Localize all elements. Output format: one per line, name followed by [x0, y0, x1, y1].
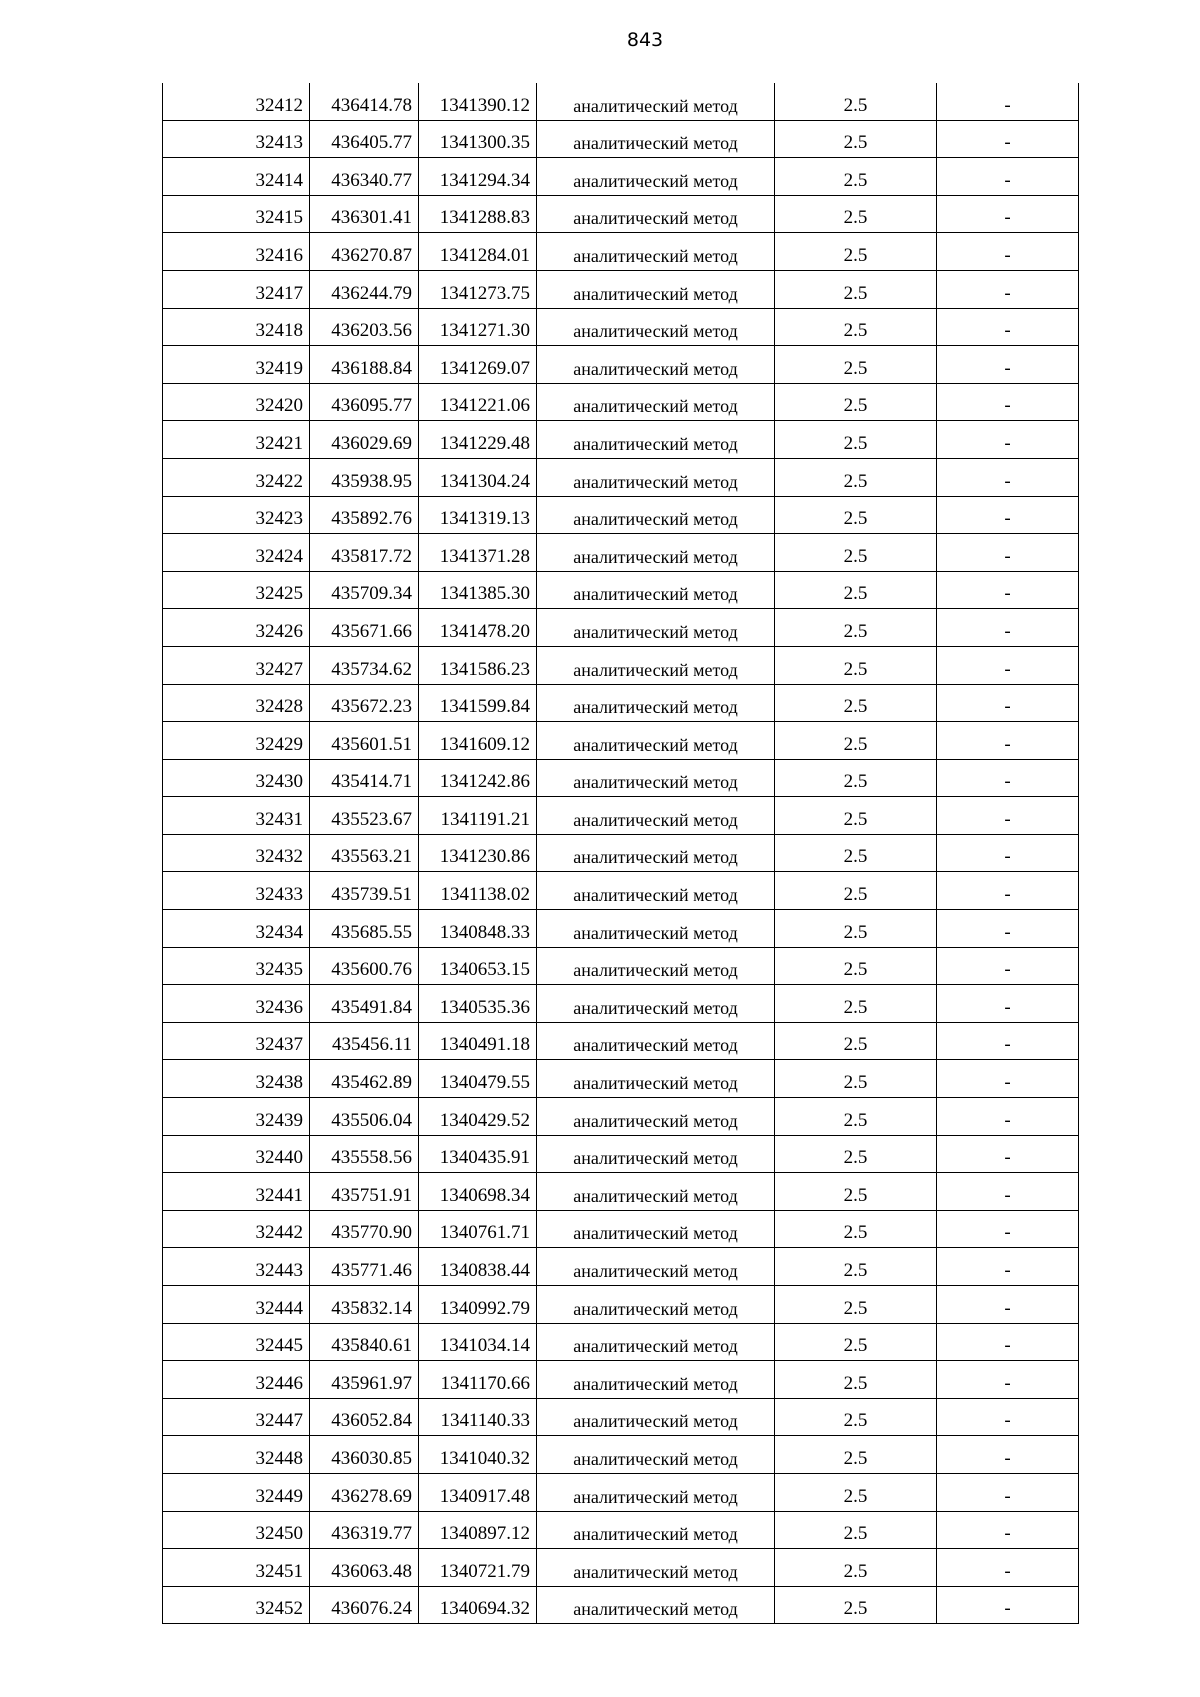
y-coordinate-cell: 1341269.07	[419, 346, 537, 384]
method-cell: аналитический метод	[537, 346, 775, 384]
note-cell: -	[937, 120, 1079, 158]
method-cell: аналитический метод	[537, 496, 775, 534]
table-row	[163, 233, 1079, 271]
note-cell: -	[937, 1098, 1079, 1136]
y-coordinate-cell: 1341586.23	[419, 646, 537, 684]
note-cell: -	[937, 1323, 1079, 1361]
y-coordinate-cell: 1340535.36	[419, 985, 537, 1023]
method-cell: аналитический метод	[537, 1511, 775, 1549]
note-cell: -	[937, 233, 1079, 271]
method-cell: аналитический метод	[537, 571, 775, 609]
method-cell: аналитический метод	[537, 1473, 775, 1511]
x-coordinate-cell: 436188.84	[310, 346, 419, 384]
y-coordinate-cell: 1341304.24	[419, 458, 537, 496]
y-coordinate-cell: 1340897.12	[419, 1511, 537, 1549]
note-cell: -	[937, 1060, 1079, 1098]
method-cell: аналитический метод	[537, 195, 775, 233]
x-coordinate-cell: 435709.34	[310, 571, 419, 609]
point-number-cell: 32428	[163, 684, 310, 722]
method-cell: аналитический метод	[537, 383, 775, 421]
point-number-cell: 32417	[163, 270, 310, 308]
note-cell: -	[937, 346, 1079, 384]
table-row	[163, 1436, 1079, 1474]
y-coordinate-cell: 1340992.79	[419, 1286, 537, 1324]
x-coordinate-cell: 435832.14	[310, 1286, 419, 1324]
x-coordinate-cell: 435770.90	[310, 1210, 419, 1248]
accuracy-cell: 2.5	[775, 872, 937, 910]
point-number-cell: 32440	[163, 1135, 310, 1173]
table-row	[163, 83, 1079, 120]
accuracy-cell: 2.5	[775, 233, 937, 271]
x-coordinate-cell: 435892.76	[310, 496, 419, 534]
point-number-cell: 32439	[163, 1098, 310, 1136]
page-number: 843	[626, 29, 664, 51]
y-coordinate-cell: 1340653.15	[419, 947, 537, 985]
y-coordinate-cell: 1340435.91	[419, 1135, 537, 1173]
point-number-cell: 32418	[163, 308, 310, 346]
accuracy-cell: 2.5	[775, 985, 937, 1023]
accuracy-cell: 2.5	[775, 571, 937, 609]
x-coordinate-cell: 435672.23	[310, 684, 419, 722]
method-cell: аналитический метод	[537, 609, 775, 647]
accuracy-cell: 2.5	[775, 910, 937, 948]
note-cell: -	[937, 1173, 1079, 1211]
y-coordinate-cell: 1341294.34	[419, 158, 537, 196]
x-coordinate-cell: 436095.77	[310, 383, 419, 421]
method-cell: аналитический метод	[537, 834, 775, 872]
note-cell: -	[937, 947, 1079, 985]
table-row	[163, 646, 1079, 684]
y-coordinate-cell: 1340429.52	[419, 1098, 537, 1136]
x-coordinate-cell: 435462.89	[310, 1060, 419, 1098]
point-number-cell: 32420	[163, 383, 310, 421]
table-row	[163, 496, 1079, 534]
table-row	[163, 1549, 1079, 1587]
table-row	[163, 120, 1079, 158]
method-cell: аналитический метод	[537, 120, 775, 158]
x-coordinate-cell: 435751.91	[310, 1173, 419, 1211]
point-number-cell: 32442	[163, 1210, 310, 1248]
table-row	[163, 158, 1079, 196]
note-cell: -	[937, 308, 1079, 346]
point-number-cell: 32430	[163, 759, 310, 797]
x-coordinate-cell: 435840.61	[310, 1323, 419, 1361]
table-row	[163, 910, 1079, 948]
accuracy-cell: 2.5	[775, 383, 937, 421]
accuracy-cell: 2.5	[775, 1323, 937, 1361]
y-coordinate-cell: 1341609.12	[419, 722, 537, 760]
y-coordinate-cell: 1341300.35	[419, 120, 537, 158]
point-number-cell: 32429	[163, 722, 310, 760]
note-cell: -	[937, 1248, 1079, 1286]
x-coordinate-cell: 436076.24	[310, 1586, 419, 1624]
note-cell: -	[937, 609, 1079, 647]
x-coordinate-cell: 435563.21	[310, 834, 419, 872]
y-coordinate-cell: 1341288.83	[419, 195, 537, 233]
accuracy-cell: 2.5	[775, 458, 937, 496]
method-cell: аналитический метод	[537, 1022, 775, 1060]
y-coordinate-cell: 1340721.79	[419, 1549, 537, 1587]
y-coordinate-cell: 1341242.86	[419, 759, 537, 797]
x-coordinate-cell: 436052.84	[310, 1398, 419, 1436]
accuracy-cell: 2.5	[775, 759, 937, 797]
note-cell: -	[937, 910, 1079, 948]
note-cell: -	[937, 1210, 1079, 1248]
point-number-cell: 32446	[163, 1361, 310, 1399]
method-cell: аналитический метод	[537, 1210, 775, 1248]
note-cell: -	[937, 1586, 1079, 1624]
accuracy-cell: 2.5	[775, 308, 937, 346]
y-coordinate-cell: 1340838.44	[419, 1248, 537, 1286]
accuracy-cell: 2.5	[775, 1361, 937, 1399]
table-row	[163, 195, 1079, 233]
x-coordinate-cell: 436203.56	[310, 308, 419, 346]
x-coordinate-cell: 435671.66	[310, 609, 419, 647]
note-cell: -	[937, 759, 1079, 797]
y-coordinate-cell: 1340698.34	[419, 1173, 537, 1211]
accuracy-cell: 2.5	[775, 609, 937, 647]
y-coordinate-cell: 1341140.33	[419, 1398, 537, 1436]
point-number-cell: 32433	[163, 872, 310, 910]
y-coordinate-cell: 1341138.02	[419, 872, 537, 910]
accuracy-cell: 2.5	[775, 496, 937, 534]
x-coordinate-cell: 436244.79	[310, 270, 419, 308]
method-cell: аналитический метод	[537, 1549, 775, 1587]
accuracy-cell: 2.5	[775, 1436, 937, 1474]
point-number-cell: 32444	[163, 1286, 310, 1324]
point-number-cell: 32437	[163, 1022, 310, 1060]
note-cell: -	[937, 383, 1079, 421]
table-row	[163, 947, 1079, 985]
table-row	[163, 458, 1079, 496]
table-row	[163, 270, 1079, 308]
point-number-cell: 32451	[163, 1549, 310, 1587]
note-cell: -	[937, 1286, 1079, 1324]
x-coordinate-cell: 435739.51	[310, 872, 419, 910]
x-coordinate-cell: 435601.51	[310, 722, 419, 760]
method-cell: аналитический метод	[537, 308, 775, 346]
accuracy-cell: 2.5	[775, 1398, 937, 1436]
table-row	[163, 609, 1079, 647]
method-cell: аналитический метод	[537, 233, 775, 271]
note-cell: -	[937, 872, 1079, 910]
method-cell: аналитический метод	[537, 1586, 775, 1624]
accuracy-cell: 2.5	[775, 1586, 937, 1624]
y-coordinate-cell: 1341599.84	[419, 684, 537, 722]
y-coordinate-cell: 1340848.33	[419, 910, 537, 948]
y-coordinate-cell: 1341191.21	[419, 797, 537, 835]
table-row	[163, 1323, 1079, 1361]
table-row	[163, 571, 1079, 609]
method-cell: аналитический метод	[537, 1098, 775, 1136]
table-row	[163, 872, 1079, 910]
method-cell: аналитический метод	[537, 646, 775, 684]
accuracy-cell: 2.5	[775, 158, 937, 196]
method-cell: аналитический метод	[537, 1135, 775, 1173]
point-number-cell: 32441	[163, 1173, 310, 1211]
x-coordinate-cell: 436319.77	[310, 1511, 419, 1549]
table-row	[163, 534, 1079, 572]
note-cell: -	[937, 195, 1079, 233]
x-coordinate-cell: 435600.76	[310, 947, 419, 985]
note-cell: -	[937, 270, 1079, 308]
point-number-cell: 32423	[163, 496, 310, 534]
method-cell: аналитический метод	[537, 158, 775, 196]
method-cell: аналитический метод	[537, 985, 775, 1023]
note-cell: -	[937, 458, 1079, 496]
point-number-cell: 32432	[163, 834, 310, 872]
point-number-cell: 32427	[163, 646, 310, 684]
x-coordinate-cell: 436301.41	[310, 195, 419, 233]
table-row	[163, 1173, 1079, 1211]
x-coordinate-cell: 435558.56	[310, 1135, 419, 1173]
table-row	[163, 985, 1079, 1023]
accuracy-cell: 2.5	[775, 534, 937, 572]
note-cell: -	[937, 1398, 1079, 1436]
accuracy-cell: 2.5	[775, 1511, 937, 1549]
table-row	[163, 1060, 1079, 1098]
accuracy-cell: 2.5	[775, 834, 937, 872]
point-number-cell: 32450	[163, 1511, 310, 1549]
table-row	[163, 1398, 1079, 1436]
accuracy-cell: 2.5	[775, 1549, 937, 1587]
table-row	[163, 421, 1079, 459]
y-coordinate-cell: 1340479.55	[419, 1060, 537, 1098]
method-cell: аналитический метод	[537, 458, 775, 496]
y-coordinate-cell: 1341229.48	[419, 421, 537, 459]
x-coordinate-cell: 436340.77	[310, 158, 419, 196]
table-row	[163, 797, 1079, 835]
point-number-cell: 32438	[163, 1060, 310, 1098]
x-coordinate-cell: 436029.69	[310, 421, 419, 459]
accuracy-cell: 2.5	[775, 270, 937, 308]
table-row	[163, 759, 1079, 797]
accuracy-cell: 2.5	[775, 346, 937, 384]
point-number-cell: 32422	[163, 458, 310, 496]
note-cell: -	[937, 158, 1079, 196]
method-cell: аналитический метод	[537, 1286, 775, 1324]
table-row	[163, 722, 1079, 760]
accuracy-cell: 2.5	[775, 1022, 937, 1060]
x-coordinate-cell: 435491.84	[310, 985, 419, 1023]
table-row	[163, 383, 1079, 421]
method-cell: аналитический метод	[537, 684, 775, 722]
accuracy-cell: 2.5	[775, 684, 937, 722]
accuracy-cell: 2.5	[775, 83, 937, 120]
x-coordinate-cell: 435456.11	[310, 1022, 419, 1060]
note-cell: -	[937, 496, 1079, 534]
accuracy-cell: 2.5	[775, 1473, 937, 1511]
method-cell: аналитический метод	[537, 83, 775, 120]
y-coordinate-cell: 1341390.12	[419, 83, 537, 120]
x-coordinate-cell: 436030.85	[310, 1436, 419, 1474]
x-coordinate-cell: 435506.04	[310, 1098, 419, 1136]
x-coordinate-cell: 436270.87	[310, 233, 419, 271]
point-number-cell: 32452	[163, 1586, 310, 1624]
table-row	[163, 1210, 1079, 1248]
table-row	[163, 1586, 1079, 1624]
accuracy-cell: 2.5	[775, 421, 937, 459]
table-row	[163, 346, 1079, 384]
point-number-cell: 32434	[163, 910, 310, 948]
x-coordinate-cell: 435734.62	[310, 646, 419, 684]
accuracy-cell: 2.5	[775, 947, 937, 985]
note-cell: -	[937, 1473, 1079, 1511]
note-cell: -	[937, 722, 1079, 760]
method-cell: аналитический метод	[537, 1436, 775, 1474]
table-row	[163, 308, 1079, 346]
method-cell: аналитический метод	[537, 534, 775, 572]
coordinates-table-body	[163, 83, 1079, 1624]
method-cell: аналитический метод	[537, 1173, 775, 1211]
note-cell: -	[937, 1436, 1079, 1474]
x-coordinate-cell: 435685.55	[310, 910, 419, 948]
point-number-cell: 32419	[163, 346, 310, 384]
point-number-cell: 32448	[163, 1436, 310, 1474]
point-number-cell: 32412	[163, 83, 310, 120]
point-number-cell: 32449	[163, 1473, 310, 1511]
note-cell: -	[937, 83, 1079, 120]
accuracy-cell: 2.5	[775, 1248, 937, 1286]
coordinates-table	[162, 83, 1079, 1624]
y-coordinate-cell: 1340694.32	[419, 1586, 537, 1624]
y-coordinate-cell: 1340761.71	[419, 1210, 537, 1248]
x-coordinate-cell: 435771.46	[310, 1248, 419, 1286]
accuracy-cell: 2.5	[775, 1286, 937, 1324]
x-coordinate-cell: 436063.48	[310, 1549, 419, 1587]
point-number-cell: 32426	[163, 609, 310, 647]
y-coordinate-cell: 1341221.06	[419, 383, 537, 421]
x-coordinate-cell: 435414.71	[310, 759, 419, 797]
accuracy-cell: 2.5	[775, 1060, 937, 1098]
note-cell: -	[937, 571, 1079, 609]
accuracy-cell: 2.5	[775, 1135, 937, 1173]
note-cell: -	[937, 1135, 1079, 1173]
table-row	[163, 1511, 1079, 1549]
table-row	[163, 1473, 1079, 1511]
y-coordinate-cell: 1341371.28	[419, 534, 537, 572]
method-cell: аналитический метод	[537, 1248, 775, 1286]
note-cell: -	[937, 684, 1079, 722]
accuracy-cell: 2.5	[775, 1173, 937, 1211]
method-cell: аналитический метод	[537, 872, 775, 910]
point-number-cell: 32413	[163, 120, 310, 158]
method-cell: аналитический метод	[537, 270, 775, 308]
y-coordinate-cell: 1340491.18	[419, 1022, 537, 1060]
method-cell: аналитический метод	[537, 1323, 775, 1361]
note-cell: -	[937, 985, 1079, 1023]
table-row	[163, 834, 1079, 872]
y-coordinate-cell: 1341284.01	[419, 233, 537, 271]
accuracy-cell: 2.5	[775, 1210, 937, 1248]
accuracy-cell: 2.5	[775, 1098, 937, 1136]
note-cell: -	[937, 1511, 1079, 1549]
y-coordinate-cell: 1341478.20	[419, 609, 537, 647]
point-number-cell: 32435	[163, 947, 310, 985]
note-cell: -	[937, 834, 1079, 872]
y-coordinate-cell: 1341040.32	[419, 1436, 537, 1474]
table-row	[163, 1022, 1079, 1060]
x-coordinate-cell: 435961.97	[310, 1361, 419, 1399]
accuracy-cell: 2.5	[775, 797, 937, 835]
y-coordinate-cell: 1340917.48	[419, 1473, 537, 1511]
y-coordinate-cell: 1341271.30	[419, 308, 537, 346]
accuracy-cell: 2.5	[775, 195, 937, 233]
point-number-cell: 32414	[163, 158, 310, 196]
y-coordinate-cell: 1341170.66	[419, 1361, 537, 1399]
y-coordinate-cell: 1341385.30	[419, 571, 537, 609]
note-cell: -	[937, 646, 1079, 684]
y-coordinate-cell: 1341034.14	[419, 1323, 537, 1361]
method-cell: аналитический метод	[537, 910, 775, 948]
note-cell: -	[937, 1361, 1079, 1399]
method-cell: аналитический метод	[537, 759, 775, 797]
table-row	[163, 1248, 1079, 1286]
point-number-cell: 32421	[163, 421, 310, 459]
point-number-cell: 32436	[163, 985, 310, 1023]
y-coordinate-cell: 1341230.86	[419, 834, 537, 872]
point-number-cell: 32447	[163, 1398, 310, 1436]
point-number-cell: 32425	[163, 571, 310, 609]
accuracy-cell: 2.5	[775, 120, 937, 158]
method-cell: аналитический метод	[537, 797, 775, 835]
table-row	[163, 1286, 1079, 1324]
y-coordinate-cell: 1341319.13	[419, 496, 537, 534]
x-coordinate-cell: 435938.95	[310, 458, 419, 496]
y-coordinate-cell: 1341273.75	[419, 270, 537, 308]
point-number-cell: 32416	[163, 233, 310, 271]
method-cell: аналитический метод	[537, 722, 775, 760]
method-cell: аналитический метод	[537, 421, 775, 459]
x-coordinate-cell: 436278.69	[310, 1473, 419, 1511]
point-number-cell: 32424	[163, 534, 310, 572]
note-cell: -	[937, 1022, 1079, 1060]
point-number-cell: 32445	[163, 1323, 310, 1361]
note-cell: -	[937, 797, 1079, 835]
note-cell: -	[937, 421, 1079, 459]
x-coordinate-cell: 436405.77	[310, 120, 419, 158]
table-row	[163, 684, 1079, 722]
x-coordinate-cell: 435523.67	[310, 797, 419, 835]
x-coordinate-cell: 436414.78	[310, 83, 419, 120]
table-row	[163, 1098, 1079, 1136]
point-number-cell: 32443	[163, 1248, 310, 1286]
method-cell: аналитический метод	[537, 1361, 775, 1399]
table-row	[163, 1135, 1079, 1173]
point-number-cell: 32431	[163, 797, 310, 835]
x-coordinate-cell: 435817.72	[310, 534, 419, 572]
method-cell: аналитический метод	[537, 1398, 775, 1436]
accuracy-cell: 2.5	[775, 646, 937, 684]
accuracy-cell: 2.5	[775, 722, 937, 760]
note-cell: -	[937, 534, 1079, 572]
note-cell: -	[937, 1549, 1079, 1587]
table-row	[163, 1361, 1079, 1399]
method-cell: аналитический метод	[537, 947, 775, 985]
point-number-cell: 32415	[163, 195, 310, 233]
method-cell: аналитический метод	[537, 1060, 775, 1098]
